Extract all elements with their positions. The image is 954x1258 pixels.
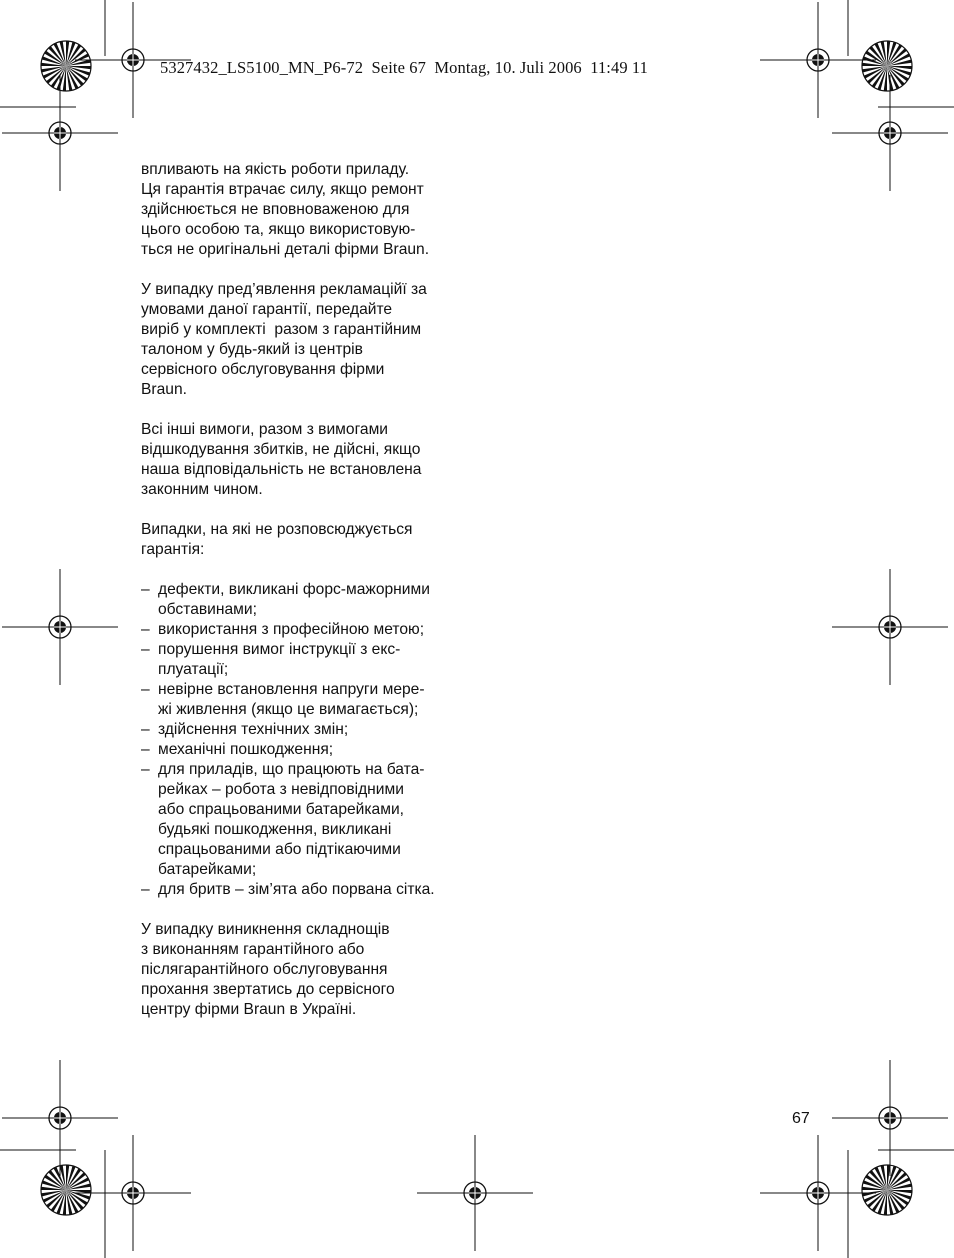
text-line: наша відповідальність не встановлена: [141, 461, 422, 478]
list-dash: –: [141, 761, 150, 778]
text-line: здійснюється не вповноваженою для: [141, 201, 410, 218]
text-line: або спрацьованими батарейками,: [158, 801, 404, 818]
list-dash: –: [141, 741, 150, 758]
text-line: У випадку пред’явлення рекламаційї за: [141, 281, 427, 298]
text-line: умовами даної гарантії, передайте: [141, 301, 393, 318]
list-dash: –: [141, 721, 150, 738]
text-line: Braun.: [141, 381, 187, 398]
page-number: 67: [792, 1110, 810, 1127]
text-line: використання з професійною метою;: [158, 621, 425, 638]
text-line: талоном у будь-який із центрів: [141, 341, 363, 358]
text-line: впливають на якість роботи приладу.: [141, 161, 410, 178]
text-line: обставинами;: [158, 601, 257, 618]
text-line: післягарантійного обслуговування: [141, 961, 388, 978]
text-line: плуатації;: [158, 661, 229, 678]
list-dash: –: [141, 881, 150, 898]
text-line: У випадку виникнення складнощів: [141, 921, 390, 938]
text-line: відшкодування збитків, не дійсні, якщо: [141, 441, 421, 458]
text-line: гарантія:: [141, 541, 205, 558]
text-line: виріб у комплекті разом з гарантійним: [141, 321, 422, 338]
text-line: Випадки, на які не розповсюджується: [141, 521, 413, 538]
text-line: ться не оригінальні деталі фірми Braun.: [141, 241, 430, 258]
text-line: цього особою та, якщо використовую-: [141, 221, 416, 238]
text-line: рейках – робота з невідповідними: [158, 781, 404, 798]
list-dash: –: [141, 681, 150, 698]
text-line: прохання звертатись до сервісного: [141, 981, 395, 998]
text-line: спрацьованими або підтікаючими: [158, 841, 401, 858]
text-line: механічні пошкодження;: [158, 741, 334, 758]
text-line: дефекти, викликані форс-мажорними: [158, 581, 430, 598]
text-line: здійснення технічних змін;: [158, 721, 349, 738]
text-line: для бритв – зім’ята або порвана сітка.: [158, 881, 435, 898]
text-line: порушення вимог інструкції з екс-: [158, 641, 401, 658]
list-dash: –: [141, 581, 150, 598]
text-line: для приладів, що працюють на бата-: [158, 761, 425, 778]
text-line: батарейками;: [158, 861, 257, 878]
list-dash: –: [141, 641, 150, 658]
text-line: будьякі пошкодження, викликані: [158, 821, 392, 838]
text-line: Всі інші вимоги, разом з вимогами: [141, 421, 389, 438]
text-line: законним чином.: [141, 481, 263, 498]
text-line: Ця гарантія втрачає силу, якщо ремонт: [141, 181, 424, 198]
print-slug: 5327432_LS5100_MN_P6-72 Seite 67 Montag, 10. Juli 2006 11:49 11: [160, 58, 649, 77]
text-line: центру фірми Braun в Україні.: [141, 1001, 357, 1018]
text-line: сервісного обслуговування фірми: [141, 361, 385, 378]
text-line: жі живлення (якщо це вимагається);: [158, 701, 419, 718]
text-line: невірне встановлення напруги мере-: [158, 681, 425, 698]
list-dash: –: [141, 621, 150, 638]
text-line: з виконанням гарантійного або: [141, 941, 365, 958]
